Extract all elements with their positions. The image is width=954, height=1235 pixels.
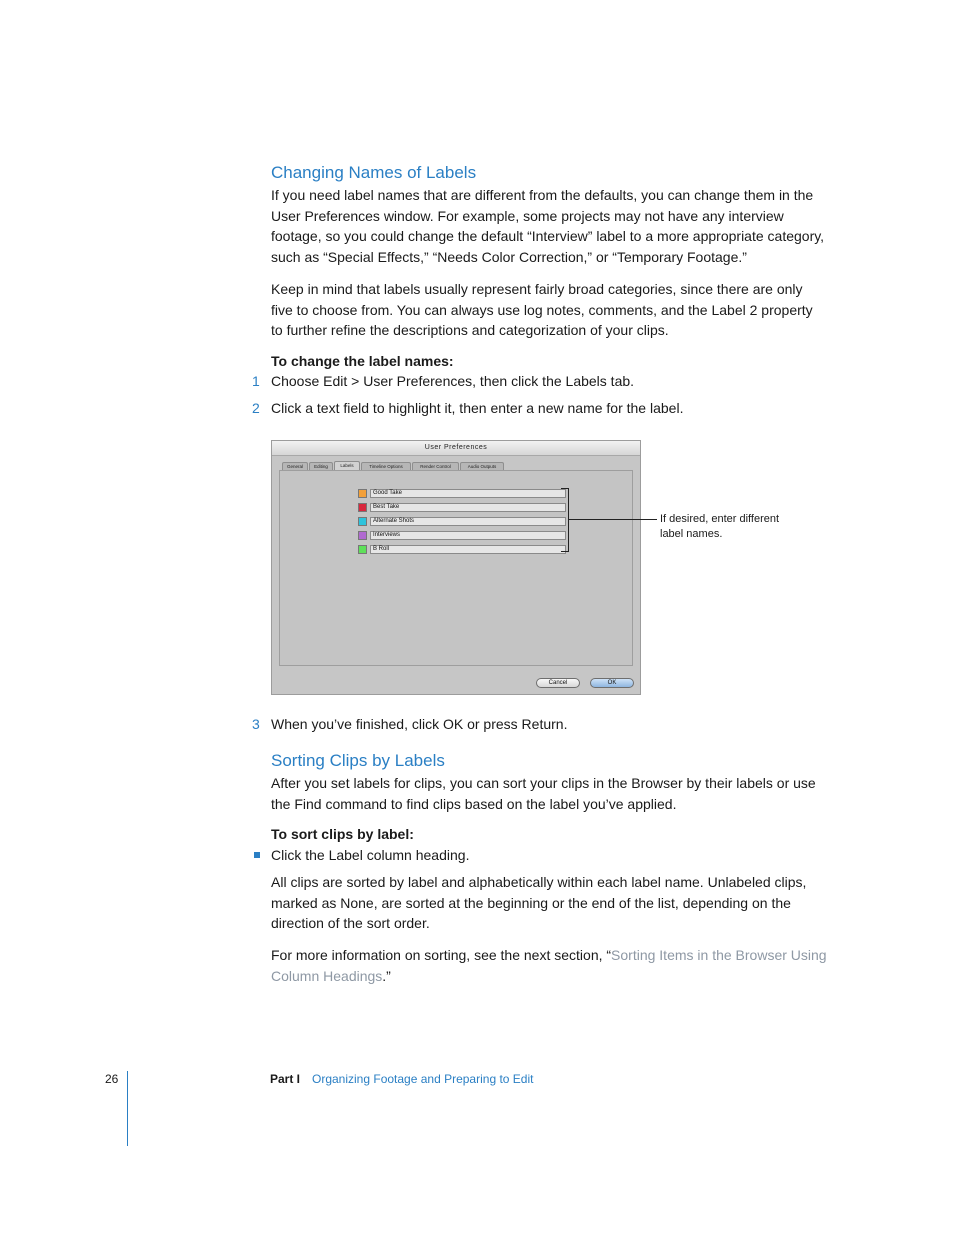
step-number: 2	[252, 400, 260, 416]
label-color-swatch	[358, 503, 367, 512]
ok-button[interactable]: OK	[590, 678, 634, 688]
tab-editing[interactable]: Editing	[309, 462, 333, 470]
cancel-button[interactable]: Cancel	[536, 678, 580, 688]
step-number: 1	[252, 373, 260, 389]
page-number: 26	[105, 1072, 119, 1086]
section-heading-sorting-clips: Sorting Clips by Labels	[271, 751, 445, 770]
label-name-field[interactable]: Good Take	[370, 489, 566, 498]
label-color-swatch	[358, 545, 367, 554]
tab-general[interactable]: General	[282, 462, 308, 470]
label-name-field[interactable]: Best Take	[370, 503, 566, 512]
paragraph-text: If you need label names that are different from the defaults, you can change them in the User Preferences window. For example, some projects may not have any interview footage, so you could change the default “Interview” label to a more appropriate category, such as “Special Effects,” “Needs Color Correction,” or “Temporary Footage.”	[271, 187, 825, 265]
paragraph	[271, 945, 827, 986]
footer-part: Part I	[270, 1072, 301, 1086]
tab-audio-outputs[interactable]: Audio Outputs	[460, 462, 504, 470]
paragraph	[271, 185, 827, 267]
label-name-field[interactable]: Interviews	[370, 531, 566, 540]
paragraph	[271, 279, 827, 341]
task-heading: To sort clips by label:	[271, 826, 414, 842]
paragraph	[271, 773, 827, 814]
callout-text: If desired, enter different label names.	[660, 513, 780, 540]
window-title: User Preferences	[272, 441, 640, 456]
user-preferences-screenshot	[271, 440, 641, 695]
label-name-field[interactable]: Alternate Shots	[370, 517, 566, 526]
tab-labels[interactable]: Labels	[334, 461, 360, 470]
paragraph-text: Keep in mind that labels usually represent fairly broad categories, since there are only five to choose from. You can always use log notes, comments, and the Label 2 property to further refine the descriptions and categorization of your clips.	[271, 281, 813, 338]
tab-timeline-options[interactable]: Timeline Options	[361, 462, 411, 470]
step-text: Click a text field to highlight it, then enter a new name for the label.	[271, 400, 684, 416]
tab-render-control[interactable]: Render Control	[412, 462, 459, 470]
label-color-swatch	[358, 517, 367, 526]
footer-chapter-title[interactable]: Organizing Footage and Preparing to Edit	[312, 1072, 534, 1086]
task-heading: To change the label names:	[271, 353, 454, 369]
bullet-marker	[254, 852, 260, 858]
bullet-text: Click the Label column heading.	[271, 847, 470, 863]
labels-panel	[279, 470, 633, 666]
paragraph-text: After you set labels for clips, you can sort your clips in the Browser by their labels or use the Find command to find clips based on the label you’ve applied.	[271, 775, 816, 812]
paragraph-text-suffix: .”	[382, 967, 391, 984]
paragraph	[271, 872, 827, 934]
step-number: 3	[252, 716, 260, 732]
footer-rule	[127, 1071, 128, 1146]
step-text: When you’ve finished, click OK or press Return.	[271, 716, 568, 732]
step-text: Choose Edit > User Preferences, then click the Labels tab.	[271, 373, 635, 389]
paragraph-text: All clips are sorted by label and alphabetically within each label name. Unlabeled clips, marked as None, are sorted at the beginning or the end of the list, depending on the direction of the sort order.	[271, 874, 807, 931]
paragraph-text-prefix: For more information on sorting, see the next section, “	[271, 947, 612, 963]
callout-bracket	[561, 488, 569, 552]
callout-line	[569, 519, 657, 520]
label-color-swatch	[358, 489, 367, 498]
label-color-swatch	[358, 531, 367, 540]
paragraph-text	[271, 945, 827, 986]
cross-reference-link[interactable]: Sorting Items in the Browser Using Column Headings	[271, 947, 827, 984]
label-name-field[interactable]: B Roll	[370, 545, 566, 554]
section-heading-changing-names: Changing Names of Labels	[271, 163, 477, 182]
